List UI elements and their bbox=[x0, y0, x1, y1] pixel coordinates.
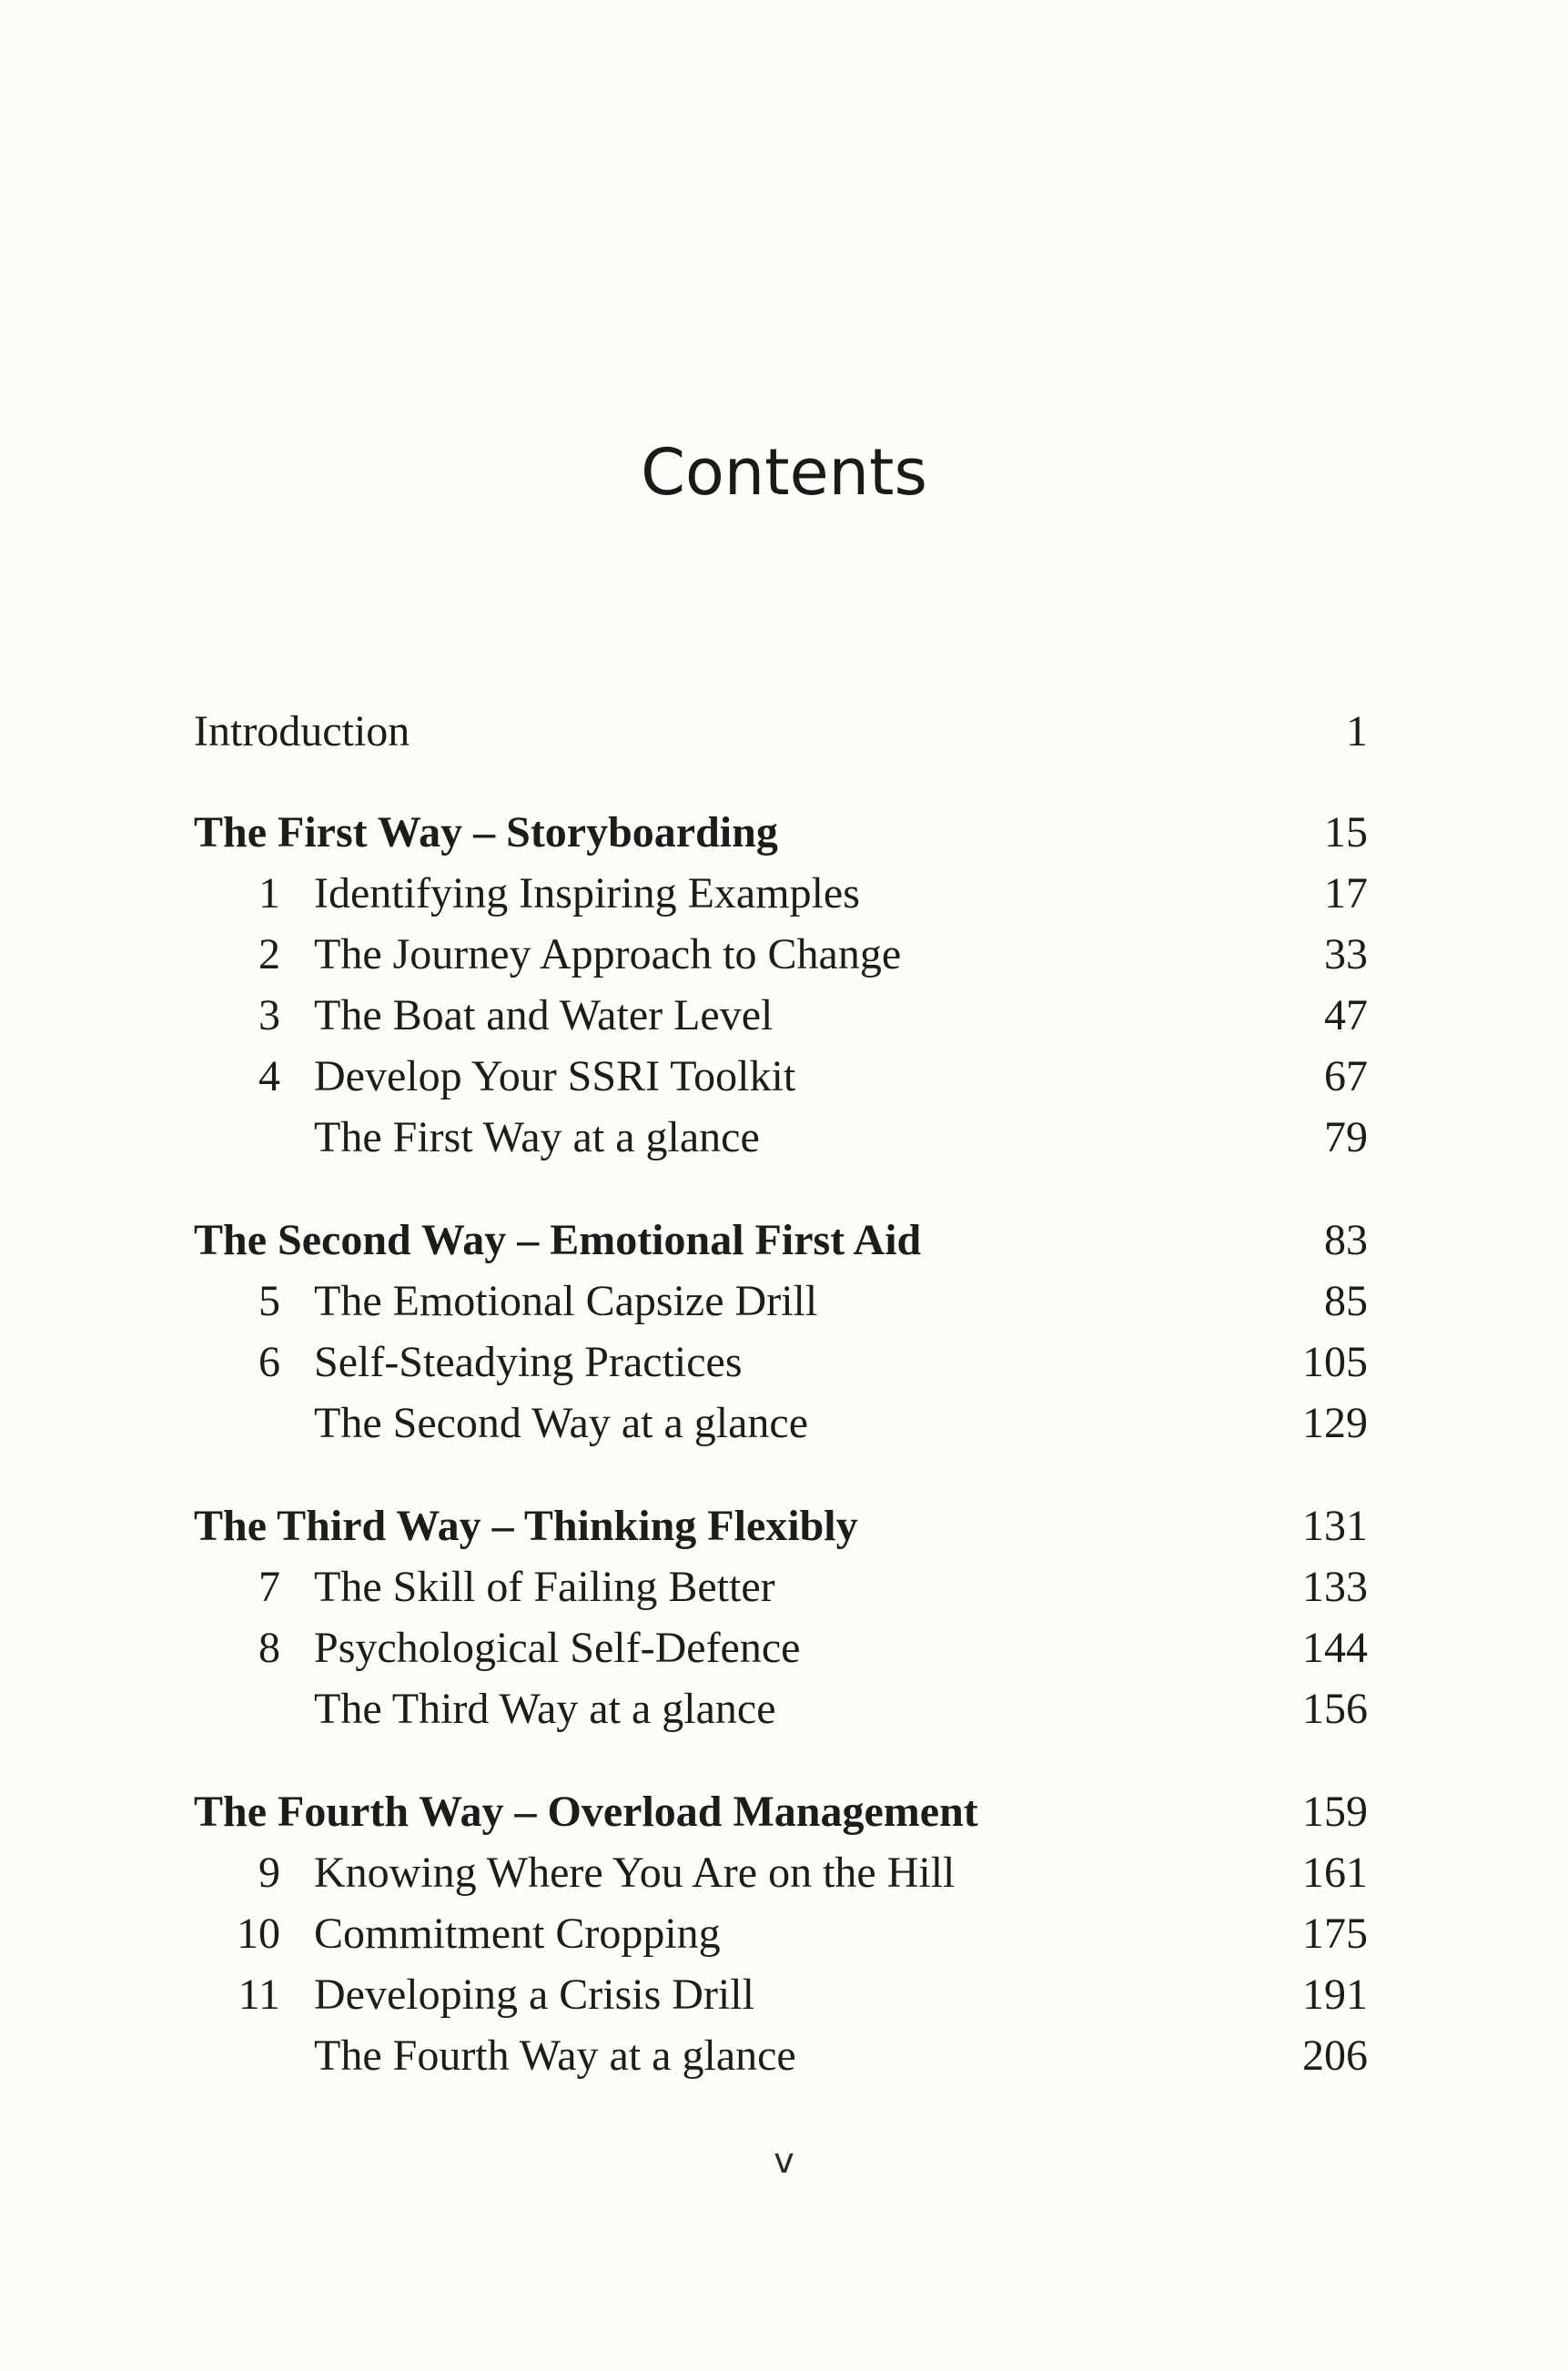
toc-entry-label: Introduction bbox=[194, 707, 410, 755]
toc-chapter[interactable] bbox=[194, 1556, 1368, 1617]
toc-part-label: The Third Way – Thinking Flexibly bbox=[194, 1502, 858, 1550]
toc-summary[interactable] bbox=[194, 1393, 1368, 1454]
toc-chapter-label: The Emotional Capsize Drill bbox=[314, 1277, 818, 1325]
toc-chapter-label: Identifying Inspiring Examples bbox=[314, 869, 860, 917]
toc-chapter-number: 9 bbox=[258, 1849, 280, 1897]
toc-part-label: The Fourth Way – Overload Management bbox=[194, 1788, 978, 1836]
toc-part-page: 131 bbox=[1302, 1502, 1368, 1550]
toc-chapter-number: 3 bbox=[258, 991, 280, 1039]
toc-chapter-page: 33 bbox=[1324, 930, 1368, 978]
toc-chapter-page: 161 bbox=[1302, 1849, 1368, 1897]
toc-summary-label: The Third Way at a glance bbox=[314, 1685, 776, 1733]
toc-part-2 bbox=[194, 1210, 1368, 1454]
toc-chapter[interactable] bbox=[194, 1332, 1368, 1393]
toc-chapter-label: Develop Your SSRI Toolkit bbox=[314, 1052, 796, 1100]
toc-chapter[interactable] bbox=[194, 1271, 1368, 1332]
toc-chapter[interactable] bbox=[194, 1964, 1368, 2025]
toc-summary-page: 206 bbox=[1302, 2032, 1368, 2080]
toc-chapter-page: 175 bbox=[1302, 1910, 1368, 1958]
toc-part-heading[interactable] bbox=[194, 802, 1368, 863]
toc-summary[interactable] bbox=[194, 1107, 1368, 1168]
toc-summary-page: 156 bbox=[1302, 1685, 1368, 1733]
toc-chapter-page: 133 bbox=[1302, 1563, 1368, 1611]
toc-chapter[interactable] bbox=[194, 985, 1368, 1046]
table-of-contents bbox=[194, 701, 1368, 2128]
toc-chapter-page: 17 bbox=[1324, 869, 1368, 917]
toc-chapter-page: 191 bbox=[1302, 1971, 1368, 2019]
toc-summary-label: The First Way at a glance bbox=[314, 1113, 760, 1161]
page-title: Contents bbox=[641, 435, 927, 510]
toc-chapter-number: 4 bbox=[258, 1052, 280, 1100]
toc-chapter-page: 144 bbox=[1302, 1624, 1368, 1672]
toc-chapter-page: 85 bbox=[1324, 1277, 1368, 1325]
toc-chapter-page: 105 bbox=[1302, 1338, 1368, 1386]
toc-chapter[interactable] bbox=[194, 1046, 1368, 1107]
toc-chapter[interactable] bbox=[194, 1903, 1368, 1964]
toc-chapter-label: Developing a Crisis Drill bbox=[314, 1971, 754, 2019]
toc-part-page: 159 bbox=[1302, 1788, 1368, 1836]
toc-chapter-number: 7 bbox=[258, 1563, 280, 1611]
toc-chapter-number: 11 bbox=[238, 1971, 280, 2019]
toc-chapter-number: 10 bbox=[237, 1910, 280, 1958]
toc-chapter-number: 5 bbox=[258, 1277, 280, 1325]
toc-part-page: 83 bbox=[1324, 1216, 1368, 1264]
toc-chapter-label: Commitment Cropping bbox=[314, 1910, 721, 1958]
toc-entry-introduction[interactable] bbox=[194, 701, 1368, 762]
toc-chapter-label: Self-Steadying Practices bbox=[314, 1338, 743, 1386]
toc-chapter-number: 2 bbox=[258, 930, 280, 978]
toc-chapter[interactable] bbox=[194, 1842, 1368, 1903]
toc-chapter-page: 67 bbox=[1324, 1052, 1368, 1100]
toc-part-label: The First Way – Storyboarding bbox=[194, 808, 778, 856]
toc-part-label: The Second Way – Emotional First Aid bbox=[194, 1216, 922, 1264]
toc-summary-page: 79 bbox=[1324, 1113, 1368, 1161]
toc-summary-label: The Second Way at a glance bbox=[314, 1399, 809, 1447]
toc-introduction bbox=[194, 701, 1368, 762]
toc-part-4 bbox=[194, 1781, 1368, 2086]
toc-chapter-number: 6 bbox=[258, 1338, 280, 1386]
toc-entry-page: 1 bbox=[1346, 707, 1368, 755]
toc-chapter-label: The Boat and Water Level bbox=[314, 991, 774, 1039]
toc-part-heading[interactable] bbox=[194, 1781, 1368, 1842]
toc-part-3 bbox=[194, 1495, 1368, 1739]
toc-chapter[interactable] bbox=[194, 924, 1368, 985]
toc-chapter-label: The Journey Approach to Change bbox=[314, 930, 902, 978]
toc-chapter-number: 8 bbox=[258, 1624, 280, 1672]
toc-chapter-label: Knowing Where You Are on the Hill bbox=[314, 1849, 956, 1897]
toc-summary-page: 129 bbox=[1302, 1399, 1368, 1447]
toc-part-heading[interactable] bbox=[194, 1495, 1368, 1556]
toc-chapter-number: 1 bbox=[258, 869, 280, 917]
toc-chapter[interactable] bbox=[194, 863, 1368, 924]
toc-summary[interactable] bbox=[194, 2025, 1368, 2086]
toc-chapter-label: The Skill of Failing Better bbox=[314, 1563, 775, 1611]
toc-chapter-page: 47 bbox=[1324, 991, 1368, 1039]
page-number: v bbox=[774, 2141, 794, 2181]
toc-chapter-label: Psychological Self-Defence bbox=[314, 1624, 801, 1672]
toc-chapter[interactable] bbox=[194, 1617, 1368, 1678]
toc-part-heading[interactable] bbox=[194, 1210, 1368, 1271]
toc-summary[interactable] bbox=[194, 1678, 1368, 1739]
toc-summary-label: The Fourth Way at a glance bbox=[314, 2032, 796, 2080]
toc-part-page: 15 bbox=[1324, 808, 1368, 856]
toc-part-1 bbox=[194, 802, 1368, 1168]
